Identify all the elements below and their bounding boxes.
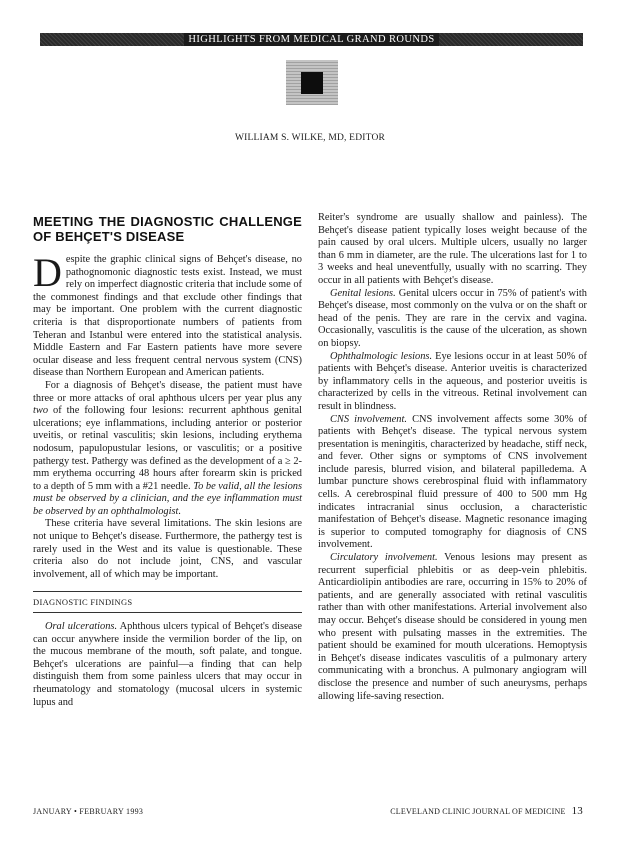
circulatory-involvement-paragraph: Circulatory involvement. Venous lesions may present as recurrent superficial phlebitis or as deep-vein phlebitis. Anticardiolipin antibodies are rare, occurring in 15% to 20% of patients, and are generally associated with retinal vasculitis rather than with other manifestations. Arterial involvement also may occur. Behçet's disease should be considered in young men who present with pulsating masses in the extremities. The patient should be examined for mouth ulcerations. Hemoptysis in Behçet's disease indicates vasculitis of a pulmonary artery communicating with a bronchus. A pulmonary angiogram will disclose the presence and number of such aneurysms, perhaps allowing life-saving resection. (318, 552, 588, 702)
drop-cap: D (33, 250, 62, 295)
page-number: 13 (571, 805, 583, 817)
article-title: MEETING THE DIAGNOSTIC CHALLENGE OF BEHÇET'S DISEASE (33, 214, 302, 244)
oral-ulcerations-paragraph: Oral ulcerations. Aphthous ulcers typical of Behçet's disease can occur anywhere inside the vermilion border of the lip, on the mucous membrane of the mouth, soft palate, and tongue. Behçet's ulcerations are painful—a finding that can help distinguish them from some painless ulcers that may occur in rheumatology and stomatology (mucosal ulcers in systemic lupus and (33, 621, 302, 708)
criteria-paragraph: For a diagnosis of Behçet's disease, the patient must have three or more attacks of oral aphthous ulcers per year plus any two of the following four lesions: recurrent aphthous genital ulcerations; eye inflammations, including anterior or posterior uveitis, or retinal vasculitis; skin lesions, including erythema nodosum, papulopustular lesions, or vasculitis; or a positive pathergy test. Pathergy was defined as the development of a ≥ 2-mm erythema occurring 48 hours after forearm skin is pricked to a depth of 5 mm with a #21 needle. To be valid, all the lesions must be observed by a clinician, and the eye inflammation must be observed by an ophthalmologist. (33, 379, 303, 517)
ophthalmologic-lesions-paragraph: Ophthalmologic lesions. Eye lesions occur in at least 50% of patients with Behçet's disease. Anterior uveitis is characterized by inflammatory cells in the aqueous, and posterior uveitis is characterized by cells in the vitreous. Retinal involvement can result in blindness. (318, 350, 587, 412)
oral-continued-paragraph: Reiter's syndrome are usually shallow and painless). The Behçet's disease patient typically loses weight because of the pain caused by oral ulcers. Multiple ulcers, usually no larger than 6 mm in diameter, are the rule. The ulcerations last for 1 to 3 weeks and heal uneventfully, usually with no scarring. They occur in all patients with Behçet's disease. (318, 212, 587, 286)
footer-date: JANUARY • FEBRUARY 1993 (33, 807, 144, 816)
left-column (33, 212, 302, 709)
banner-title: HIGHLIGHTS FROM MEDICAL GRAND ROUNDS (184, 33, 438, 46)
limitations-paragraph: These criteria have several limitations. The skin lesions are not unique to Behçet's disease. Furthermore, the pathergy test is rarely used in the West and its value is questionable. These criteria also do not include joint, CNS, and vascular involvement, all of which may be important. (33, 518, 302, 580)
right-column (318, 212, 587, 703)
section-banner (40, 33, 583, 46)
footer-journal (390, 805, 583, 817)
editor-credit: WILLIAM S. WILKE, MD, EDITOR (234, 133, 386, 143)
genital-lesions-paragraph: Genital lesions. Genital ulcers occur in 75% of patient's with Behçet's disease, most commonly on the vulva or on the shaft or head of the penis. They are rare in the cervix and vagina. Occasionally, vasculitis is the cause of the ulceration, as shown on biopsy. (318, 287, 587, 349)
intro-paragraph: Despite the graphic clinical signs of Behçet's disease, no pathognomonic diagnostic tests exist. Instead, we must rely on imperfect diagnostic criteria that include some of the commonest findings and that exclude other findings that may be important. One problem with the current diagnostic criteria is that disproportionate numbers of patients from Teheran and Istanbul were entered into the statistical analysis. Middle Eastern and Far Eastern patients have more severe ocular disease and less frequent central nervous system (CNS) disease than Northern European and American patients. (33, 250, 302, 379)
cns-involvement-paragraph: CNS involvement. CNS involvement affects some 30% of patients with Behçet's disease. The typical nervous system presentation is meningitis, characterized by headache, stiff neck, and fever. Other signs or symptoms of CNS involvement include paresis, blurred vision, and bilateral papilledema. A lumbar puncture shows cerebrospinal fluid with inflammatory cells. A cerebrospinal fluid pressure of 400 to 500 mm Hg indicates intracranial sinus occlusion, a characteristic manifestation of Behçet's disease. Magnetic resonance imaging is superior to computed tomography for diagnosis of CNS involvement. (318, 413, 587, 551)
section-heading: DIAGNOSTIC FINDINGS (33, 591, 302, 613)
journal-name: CLEVELAND CLINIC JOURNAL OF MEDICINE (390, 807, 566, 816)
logo-square-icon (301, 72, 323, 94)
journal-logo (286, 60, 338, 105)
